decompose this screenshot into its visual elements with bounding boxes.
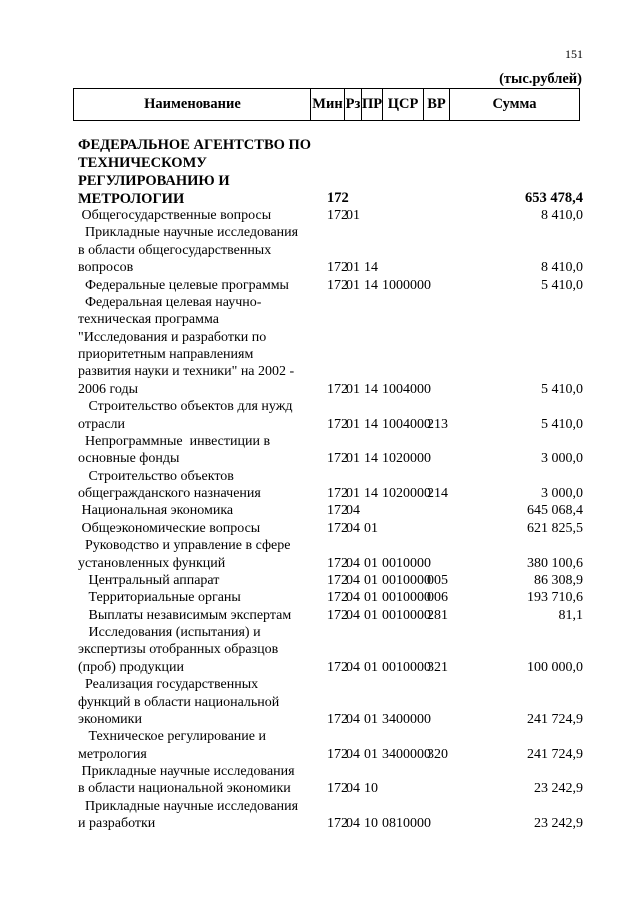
row-rz: 01 — [346, 451, 360, 467]
row-min: 172 — [327, 451, 348, 467]
row-sum: 5 410,0 — [541, 416, 583, 432]
row-name: Федеральная целевая научно- техническая программа "Исследования и разработки по приоритетным направлениям развития науки и техники" на 2002 - 2006 годы — [78, 294, 295, 397]
row-sum: 8 410,0 — [541, 260, 583, 276]
table-row — [78, 520, 583, 537]
row-name: Строительство объектов общегражданского назначения — [78, 468, 261, 501]
row-rz: 01 — [346, 381, 360, 397]
row-min: 172 — [327, 607, 348, 623]
row-pr: 01 — [364, 555, 378, 571]
row-name: Непрограммные инвестиции в основные фонды — [78, 433, 271, 467]
row-min: 172 — [327, 816, 348, 832]
row-rz: 04 — [346, 555, 360, 571]
row-sum: 8 410,0 — [541, 208, 583, 223]
row-sum: 241 724,9 — [527, 746, 583, 762]
table-row — [78, 433, 583, 468]
row-rz: 04 — [346, 607, 360, 623]
row-vr: 213 — [427, 416, 448, 432]
row-name: Прикладные научные исследования в области национальной экономики — [78, 764, 295, 797]
agency-sum: 653 478,4 — [525, 190, 583, 206]
row-pr: 14 — [364, 451, 378, 467]
row-pr: 01 — [364, 659, 378, 675]
table-row — [78, 277, 583, 294]
row-name: Техническое регулирование и метрология — [78, 729, 266, 762]
row-min: 172 — [327, 381, 348, 397]
units-label: (тыс.рублей) — [499, 71, 582, 87]
row-name: Реализация государственных функций в области национальной экономики — [78, 677, 280, 727]
row-name: Прикладные научные исследования и разработки — [78, 798, 299, 832]
row-sum: 5 410,0 — [541, 277, 583, 293]
row-sum: 86 308,9 — [534, 572, 583, 588]
table-row — [78, 207, 583, 224]
row-csr: 0010000 — [382, 590, 431, 606]
row-name: Строительство объектов для нужд отрасли — [78, 399, 293, 432]
row-name: Выплаты независимым экспертам — [78, 607, 292, 623]
row-name: Руководство и управление в сфере установленных функций — [78, 538, 291, 571]
row-min: 172 — [327, 659, 348, 675]
row-sum: 241 724,9 — [527, 711, 583, 727]
table-row — [78, 502, 583, 519]
row-name: Прикладные научные исследования в области общегосударственных вопросов — [78, 225, 299, 276]
row-min: 172 — [327, 711, 348, 727]
row-rz: 04 — [346, 781, 360, 797]
table-row — [78, 537, 583, 572]
row-vr: 006 — [427, 590, 448, 606]
header-min: Мин — [310, 89, 344, 120]
table-row — [78, 224, 583, 276]
row-name: Центральный аппарат — [78, 572, 220, 588]
table-row — [78, 676, 583, 728]
row-rz: 01 — [346, 277, 360, 293]
row-pr: 01 — [364, 590, 378, 606]
table-row — [78, 728, 583, 763]
row-min: 172 — [327, 590, 348, 606]
row-name: Национальная экономика — [78, 503, 234, 519]
row-min: 172 — [327, 746, 348, 762]
row-min: 172 — [327, 781, 348, 797]
row-min: 172 — [327, 555, 348, 571]
row-csr: 1004000 — [382, 381, 431, 397]
header-name: Наименование — [144, 96, 241, 112]
row-csr: 1020000 — [382, 451, 431, 467]
row-rz: 01 — [346, 208, 360, 223]
row-sum: 645 068,4 — [527, 503, 583, 519]
table-row — [78, 589, 583, 606]
table-row — [78, 607, 583, 624]
row-pr: 14 — [364, 277, 378, 293]
row-pr: 14 — [364, 381, 378, 397]
row-rz: 04 — [346, 503, 360, 519]
header-pr: ПР — [361, 89, 382, 120]
row-csr: 0810000 — [382, 816, 431, 832]
agency-title: ФЕДЕРАЛЬНОЕ АГЕНТСТВО ПО ТЕХНИЧЕСКОМУ РЕГУЛИРОВАНИЮ И МЕТРОЛОГИИ — [78, 137, 312, 207]
row-csr: 3400000 — [382, 711, 431, 727]
row-sum: 23 242,9 — [534, 816, 583, 832]
header-vr: ВР — [423, 89, 449, 120]
row-pr: 14 — [364, 260, 378, 276]
row-min: 172 — [327, 260, 348, 276]
row-vr: 214 — [427, 486, 448, 501]
table-row — [78, 398, 583, 433]
row-rz: 04 — [346, 590, 360, 606]
table-row — [78, 763, 583, 798]
table-row — [78, 468, 583, 503]
row-csr: 0010000 — [382, 607, 431, 623]
row-name: Федеральные целевые программы — [78, 277, 289, 293]
row-pr: 01 — [364, 572, 378, 588]
row-csr: 1000000 — [382, 277, 431, 293]
row-min: 172 — [327, 572, 348, 588]
row-pr: 01 — [364, 607, 378, 623]
page-number: 151 — [565, 47, 583, 61]
row-min: 172 — [327, 503, 348, 519]
row-pr: 10 — [364, 816, 378, 832]
row-vr: 281 — [427, 607, 448, 623]
row-csr: 3400000 — [382, 746, 431, 762]
row-sum: 380 100,6 — [527, 555, 583, 571]
row-pr: 01 — [364, 746, 378, 762]
budget-rows — [78, 207, 583, 833]
row-sum: 100 000,0 — [527, 659, 583, 675]
row-rz: 04 — [346, 659, 360, 675]
table-row — [78, 294, 583, 398]
row-min: 172 — [327, 416, 348, 432]
header-csr: ЦСР — [382, 89, 423, 120]
row-vr: 005 — [427, 572, 448, 588]
table-row — [78, 572, 583, 589]
row-min: 172 — [327, 208, 348, 223]
row-pr: 01 — [364, 520, 378, 536]
row-csr: 0010000 — [382, 659, 431, 675]
row-sum: 193 710,6 — [527, 590, 583, 606]
row-sum: 81,1 — [558, 607, 583, 623]
row-vr: 321 — [427, 659, 448, 675]
row-csr: 0010000 — [382, 555, 431, 571]
row-sum: 3 000,0 — [541, 451, 583, 467]
header-sum: Сумма — [449, 89, 579, 120]
row-rz: 04 — [346, 572, 360, 588]
row-pr: 01 — [364, 711, 378, 727]
row-sum: 5 410,0 — [541, 381, 583, 397]
row-rz: 01 — [346, 416, 360, 432]
row-rz: 04 — [346, 711, 360, 727]
row-name: Общеэкономические вопросы — [78, 520, 261, 536]
row-rz: 04 — [346, 520, 360, 536]
table-row — [78, 798, 583, 833]
row-csr: 1004000 — [382, 416, 431, 432]
row-pr: 10 — [364, 781, 378, 797]
row-min: 172 — [327, 277, 348, 293]
row-sum: 3 000,0 — [541, 486, 583, 501]
row-pr: 14 — [364, 416, 378, 432]
table-header — [73, 88, 580, 121]
row-rz: 04 — [346, 746, 360, 762]
row-csr: 1020000 — [382, 486, 431, 501]
row-pr: 14 — [364, 486, 378, 501]
row-rz: 04 — [346, 816, 360, 832]
row-name: Общегосударственные вопросы — [78, 208, 272, 223]
row-name: Исследования (испытания) и экспертизы отобранных образцов (проб) продукции — [78, 625, 279, 675]
row-sum: 621 825,5 — [527, 520, 583, 536]
row-csr: 0010000 — [382, 572, 431, 588]
row-sum: 23 242,9 — [534, 781, 583, 797]
row-min: 172 — [327, 520, 348, 536]
row-vr: 320 — [427, 746, 448, 762]
agency-code: 172 — [327, 190, 349, 206]
row-rz: 01 — [346, 486, 360, 501]
row-rz: 01 — [346, 260, 360, 276]
row-name: Территориальные органы — [78, 590, 241, 606]
header-rz: Рз — [344, 89, 361, 120]
table-row — [78, 624, 583, 676]
row-min: 172 — [327, 486, 348, 501]
